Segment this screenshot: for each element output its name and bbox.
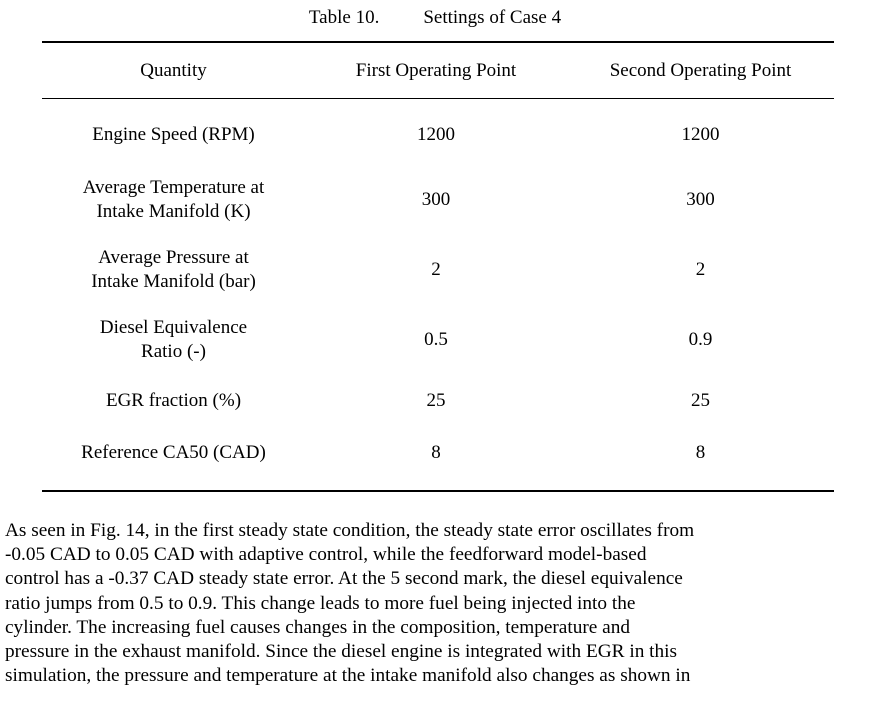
table-caption [0, 6, 870, 30]
paragraph-line: control has a -0.37 CAD steady state error. At the 5 second mark, the diesel equivalence [5, 568, 683, 590]
table-bottom-rule [42, 490, 834, 492]
table-row [42, 305, 834, 375]
quantity-line: Average Temperature at [82, 177, 265, 198]
first-value-cell: 25 [426, 390, 446, 411]
quantity-line: EGR fraction (%) [105, 390, 242, 411]
quantity-line: Ratio (-) [141, 341, 206, 362]
paragraph-line: pressure in the exhaust manifold. Since the diesel engine is integrated with EGR in this [5, 641, 678, 663]
quantity-line: Average Pressure at [98, 247, 249, 268]
header-quantity: Quantity [140, 60, 207, 81]
second-value-cell: 2 [695, 259, 706, 280]
quantity-cell [42, 99, 305, 165]
quantity-line: Intake Manifold (K) [96, 201, 251, 222]
second-value-cell: 8 [695, 442, 706, 463]
first-value-cell: 8 [431, 442, 441, 463]
first-value-cell: 0.5 [424, 329, 448, 350]
table-caption-label: Table 10. [308, 7, 380, 28]
paragraph-line: ratio jumps from 0.5 to 0.9. This change leads to more fuel being injected into the [5, 592, 636, 614]
header-second-operating-point: Second Operating Point [609, 60, 792, 81]
first-value-cell: 1200 [417, 124, 455, 145]
table-row [42, 375, 834, 427]
table-row [42, 99, 834, 165]
paragraph-line: As seen in Fig. 14, in the first steady state condition, the steady state error oscillates from [5, 520, 695, 541]
quantity-cell [42, 305, 305, 375]
quantity-line: Reference CA50 (CAD) [81, 442, 266, 463]
quantity-cell [42, 235, 305, 305]
table-row [42, 427, 834, 479]
quantity-line: Intake Manifold (bar) [91, 271, 256, 292]
second-value-cell: 1200 [681, 124, 720, 145]
table-row [42, 165, 834, 235]
settings-table [42, 43, 834, 479]
paragraph-line: cylinder. The increasing fuel causes changes in the composition, temperature and [5, 616, 631, 638]
table-header-row [42, 43, 834, 99]
table-caption-title: Settings of Case 4 [423, 7, 562, 28]
quantity-line: Engine Speed (RPM) [92, 124, 255, 145]
quantity-cell [42, 427, 305, 479]
table-row [42, 235, 834, 305]
quantity-cell [42, 165, 305, 235]
header-first-operating-point: First Operating Point [355, 60, 517, 81]
paragraph-line: -0.05 CAD to 0.05 CAD with adaptive control, while the feedforward model-based [5, 544, 647, 566]
first-value-cell: 300 [421, 189, 451, 210]
first-value-cell: 2 [431, 259, 441, 280]
second-value-cell: 25 [691, 390, 710, 411]
paragraph-line: simulation, the pressure and temperature at the intake manifold also changes as shown in [5, 665, 691, 687]
quantity-line: Diesel Equivalence [99, 317, 248, 338]
second-value-cell: 300 [686, 189, 715, 210]
body-paragraph [5, 519, 865, 688]
quantity-cell [42, 375, 305, 427]
second-value-cell: 0.9 [688, 329, 713, 350]
